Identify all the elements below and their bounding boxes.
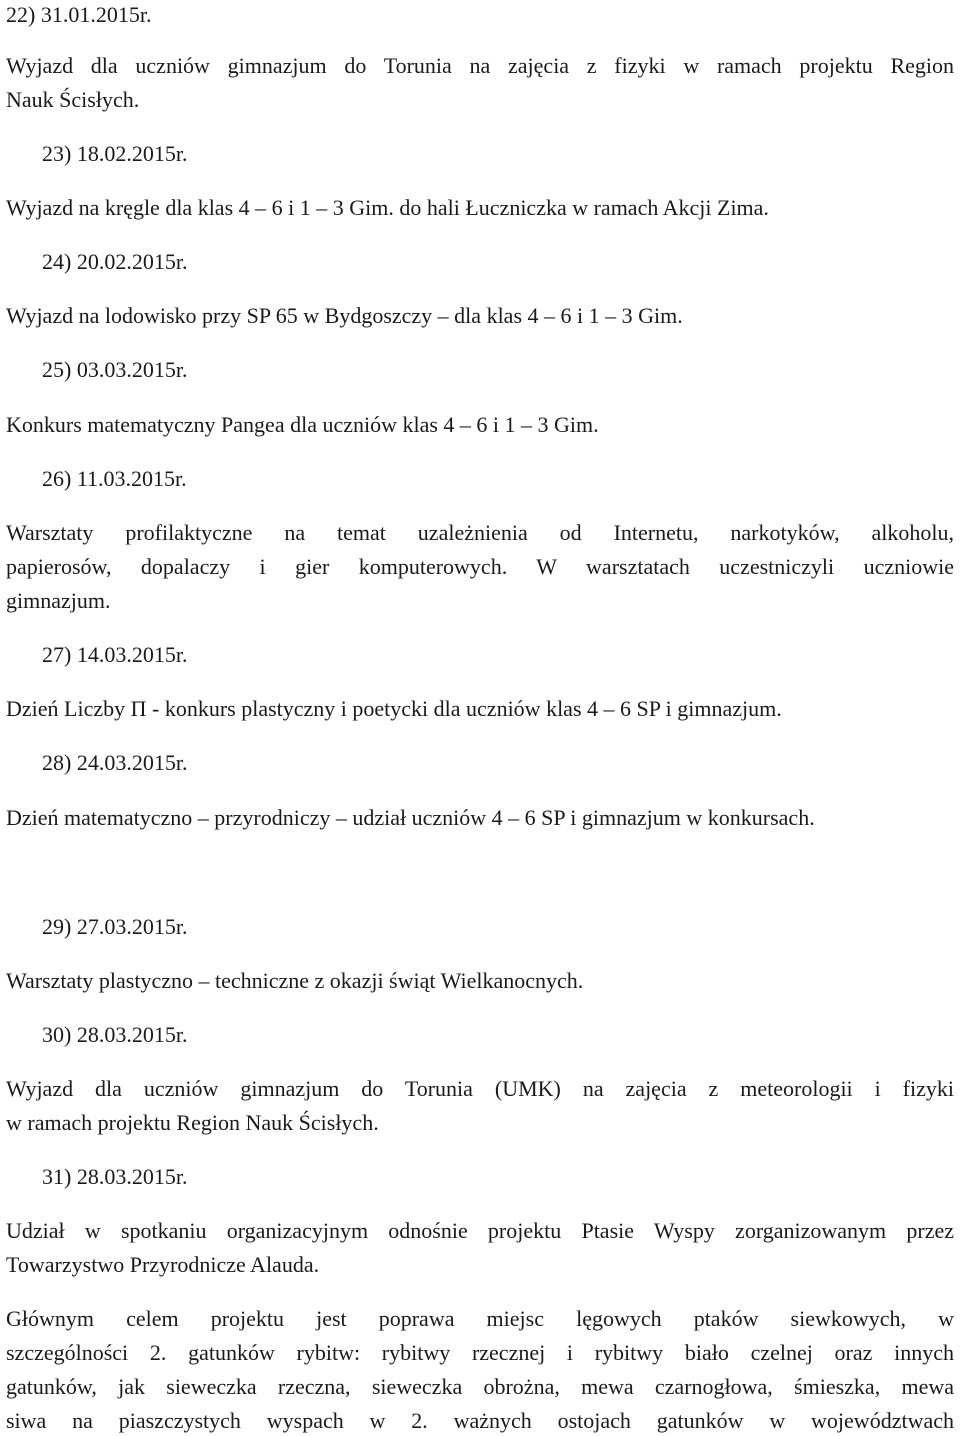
project-goal-line-2: szczególności 2. gatunków rybitw: rybitwy rzecznej i rybitwy biało czelnej oraz innych bbox=[6, 1340, 954, 1365]
entry-26-text-line-3: gimnazjum. bbox=[6, 588, 111, 613]
entry-23-text: Wyjazd na kręgle dla klas 4 – 6 i 1 – 3 Gim. do hali Łuczniczka w ramach Akcji Zima. bbox=[6, 195, 769, 220]
entry-22-date: 22) 31.01.2015r. bbox=[6, 2, 152, 27]
entry-31-text-line-2: Towarzystwo Przyrodnicze Alauda. bbox=[6, 1252, 320, 1277]
entry-26-date: 26) 11.03.2015r. bbox=[42, 466, 187, 491]
entry-30-text-line-1: Wyjazd dla uczniów gimnazjum do Torunia (UMK) na zajęcia z meteorologii i fizyki bbox=[6, 1076, 954, 1101]
entry-24-text: Wyjazd na lodowisko przy SP 65 w Bydgoszczy – dla klas 4 – 6 i 1 – 3 Gim. bbox=[6, 303, 683, 328]
entry-30-text-line-2: w ramach projektu Region Nauk Ścisłych. bbox=[6, 1110, 379, 1135]
entry-26-text-line-2: papierosów, dopalaczy i gier komputerowych. W warsztatach uczestniczyli uczniowie bbox=[6, 554, 954, 579]
entry-22-text-line-2: Nauk Ścisłych. bbox=[6, 87, 140, 112]
entry-29-date: 29) 27.03.2015r. bbox=[42, 914, 188, 939]
entry-29-text: Warsztaty plastyczno – techniczne z okazji świąt Wielkanocnych. bbox=[6, 968, 584, 993]
entry-28-text: Dzień matematyczno – przyrodniczy – udział uczniów 4 – 6 SP i gimnazjum w konkursach. bbox=[6, 805, 815, 830]
entry-25-date: 25) 03.03.2015r. bbox=[42, 357, 188, 382]
project-goal-line-3: gatunków, jak sieweczka rzeczna, sieweczka obrożna, mewa czarnogłowa, śmieszka, mewa bbox=[6, 1374, 954, 1399]
entry-26-text-line-1: Warsztaty profilaktyczne na temat uzależnienia od Internetu, narkotyków, alkoholu, bbox=[6, 520, 954, 545]
project-goal-line-4: siwa na piaszczystych wyspach w 2. ważnych ostojach gatunków w województwach bbox=[6, 1408, 954, 1433]
entry-24-date: 24) 20.02.2015r. bbox=[42, 249, 188, 274]
entry-27-text: Dzień Liczby Π - konkurs plastyczny i poetycki dla uczniów klas 4 – 6 SP i gimnazjum. bbox=[6, 696, 782, 721]
entry-25-text: Konkurs matematyczny Pangea dla uczniów klas 4 – 6 i 1 – 3 Gim. bbox=[6, 412, 599, 437]
entry-22-text-line-1: Wyjazd dla uczniów gimnazjum do Torunia na zajęcia z fizyki w ramach projektu Region bbox=[6, 53, 954, 78]
entry-31-text-line-1: Udział w spotkaniu organizacyjnym odnośnie projektu Ptasie Wyspy zorganizowanym przez bbox=[6, 1218, 954, 1243]
entry-27-date: 27) 14.03.2015r. bbox=[42, 642, 188, 667]
entry-30-date: 30) 28.03.2015r. bbox=[42, 1022, 188, 1047]
entry-28-date: 28) 24.03.2015r. bbox=[42, 750, 188, 775]
entry-31-date: 31) 28.03.2015r. bbox=[42, 1164, 188, 1189]
entry-23-date: 23) 18.02.2015r. bbox=[42, 141, 188, 166]
project-goal-line-1: Głównym celem projektu jest poprawa miejsc lęgowych ptaków siewkowych, w bbox=[6, 1306, 954, 1331]
